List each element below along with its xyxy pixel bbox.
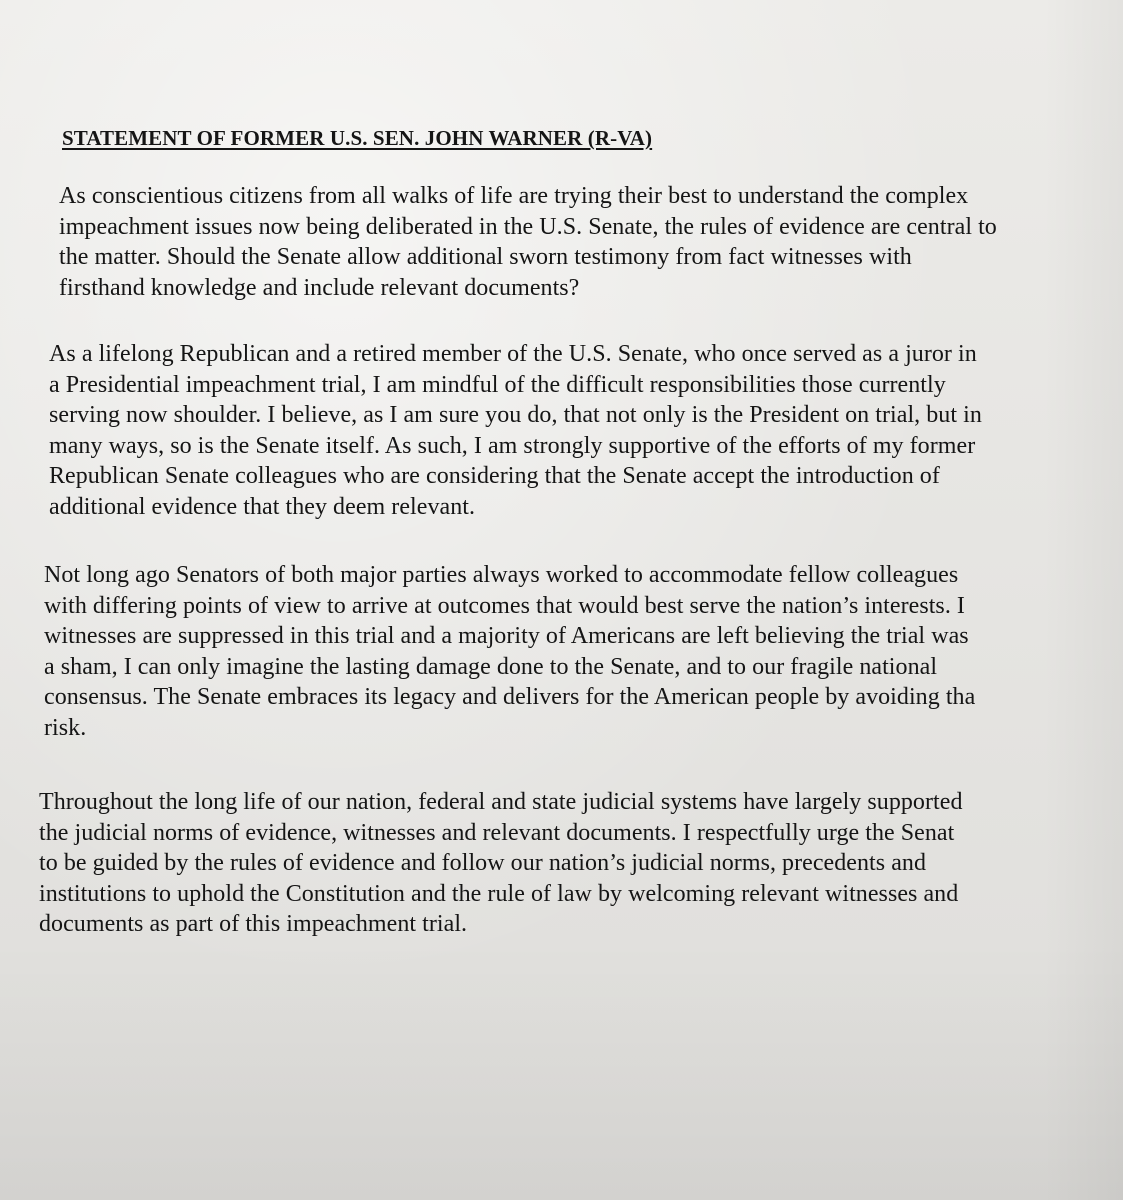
text-line: many ways, so is the Senate itself. As such, I am strongly supportive of the efforts of my former — [49, 432, 976, 459]
text-line: the matter. Should the Senate allow additional sworn testimony from fact witnesses with — [59, 244, 912, 270]
text-line: with differing points of view to arrive at outcomes that would best serve the nation’s interests. I — [44, 592, 965, 619]
text-line: documents as part of this impeachment trial. — [39, 911, 468, 937]
text-line: a Presidential impeachment trial, I am mindful of the difficult responsibilities those currently — [49, 371, 946, 398]
text-line: additional evidence that they deem relevant. — [49, 493, 476, 520]
paragraph-evidence — [59, 181, 997, 303]
paragraph-judicial-norms — [39, 787, 963, 940]
text-line: consensus. The Senate embraces its legacy and delivers for the American people by avoiding tha — [44, 684, 976, 710]
text-line: to be guided by the rules of evidence and follow our nation’s judicial norms, precedents and — [39, 850, 927, 876]
text-line: risk. — [44, 714, 87, 741]
paper-shadow-right — [1043, 0, 1123, 1200]
text-line: As a lifelong Republican and a retired member of the U.S. Senate, who once served as a juror in — [49, 341, 977, 367]
text-line: Republican Senate colleagues who are considering that the Senate accept the introduction of — [49, 463, 940, 489]
text-line: serving now shoulder. I believe, as I am sure you do, that not only is the President on trial, but in — [49, 402, 982, 428]
text-line: a sham, I can only imagine the lasting damage done to the Senate, and to our fragile national — [44, 653, 938, 680]
paragraph-republican — [49, 339, 982, 522]
text-line: Not long ago Senators of both major parties always worked to accommodate fellow colleagues — [44, 562, 959, 588]
text-line: impeachment issues now being deliberated in the U.S. Senate, the rules of evidence are central to — [59, 213, 997, 240]
statement-title: STATEMENT OF FORMER U.S. SEN. JOHN WARNER (R-VA) — [62, 126, 653, 150]
text-line: Throughout the long life of our nation, federal and state judicial systems have largely supported — [39, 789, 963, 815]
text-line: firsthand knowledge and include relevant documents? — [59, 274, 580, 301]
paper-shadow-bottom — [0, 940, 1123, 1200]
text-line: As conscientious citizens from all walks of life are trying their best to understand the complex — [59, 183, 969, 209]
text-line: witnesses are suppressed in this trial and a majority of Americans are left believing the trial was — [44, 623, 969, 649]
text-line: the judicial norms of evidence, witnesses and relevant documents. I respectfully urge the Senat — [39, 819, 955, 846]
text-line: institutions to uphold the Constitution and the rule of law by welcoming relevant witnesses and — [39, 880, 959, 907]
paragraph-senators — [44, 560, 975, 743]
